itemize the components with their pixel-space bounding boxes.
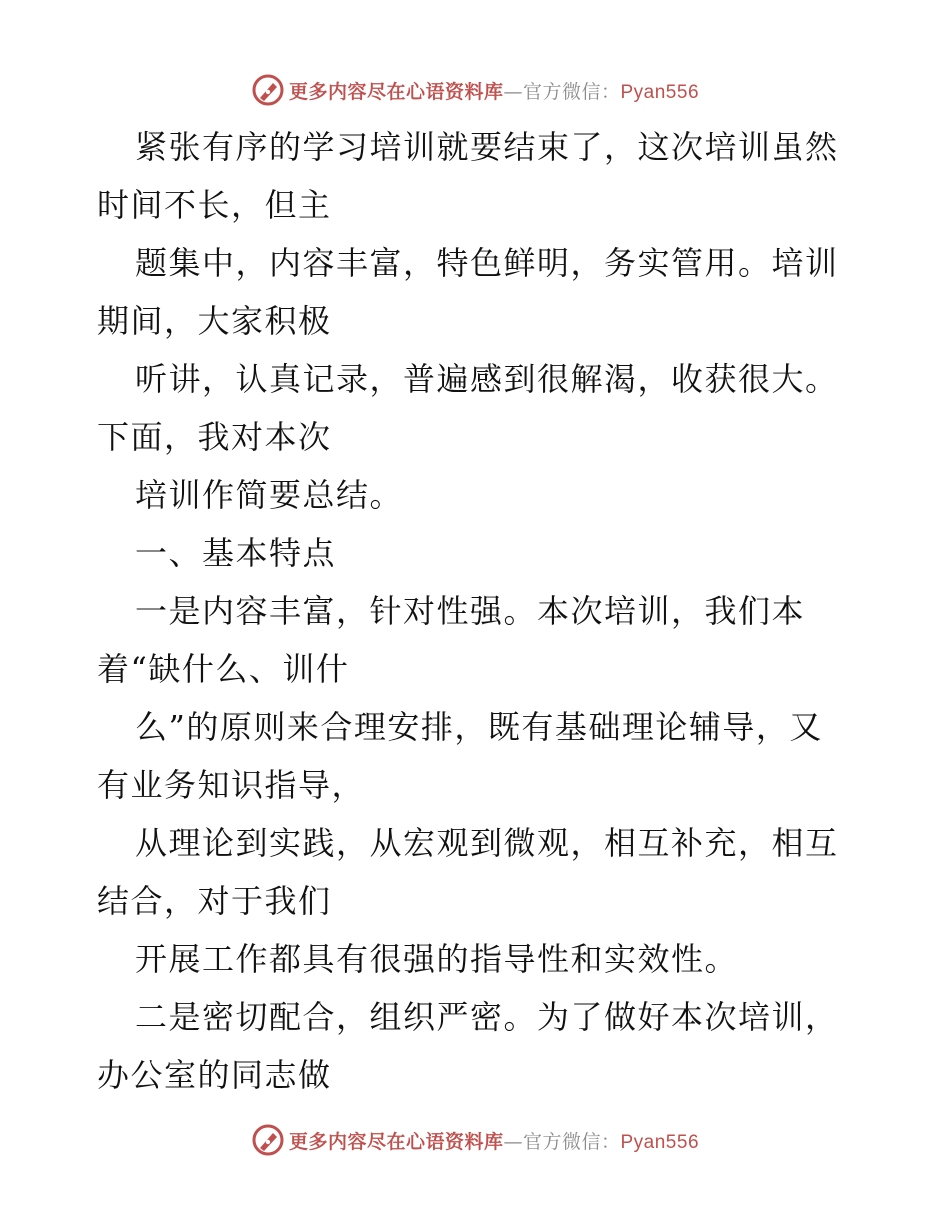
text-line: 紧张有序的学习培训就要结束了，这次培训虽然 [135,128,839,166]
header-dash: — [503,80,523,103]
text-line: 时间不长，但主 [97,186,332,224]
footer-banner [0,1120,950,1160]
text-line: 结合，对于我们 [97,882,332,920]
text-line: 开展工作都具有很强的指导性和实效性。 [135,940,739,978]
document-body [97,118,857,1104]
pen-nib-logo-icon [251,73,285,107]
pen-nib-logo-icon [251,1123,285,1157]
section-heading: 一、基本特点 [135,534,337,572]
text-line: 着“缺什么、训什 [97,650,350,688]
footer-wechat-label: 官方微信： [522,1130,621,1153]
header-text [289,77,699,104]
header-wechat-id: Pyan556 [620,81,700,103]
header-banner [0,70,950,110]
footer-title: 更多内容尽在心语资料库 [288,1130,504,1153]
header-wechat-label: 官方微信： [522,80,621,103]
header-title: 更多内容尽在心语资料库 [288,80,504,103]
footer-text [289,1127,699,1154]
text-line: 从理论到实践，从宏观到微观，相互补充，相互 [135,824,839,862]
text-line: 题集中，内容丰富，特色鲜明，务实管用。培训 [135,244,839,282]
text-line: 听讲，认真记录，普遍感到很解渴，收获很大。 [135,360,839,398]
text-line: 有业务知识指导， [97,766,366,804]
text-line: 培训作简要总结。 [135,476,404,514]
text-line: 期间，大家积极 [97,302,332,340]
footer-wechat-id: Pyan556 [620,1131,700,1153]
text-line: 么”的原则来合理安排，既有基础理论辅导，又 [135,708,823,746]
text-line: 二是密切配合，组织严密。为了做好本次培训， [135,998,839,1036]
text-line: 下面，我对本次 [97,418,332,456]
text-line: 一是内容丰富，针对性强。本次培训，我们本 [135,592,806,630]
text-line: 办公室的同志做 [97,1056,332,1094]
footer-dash: — [503,1130,523,1153]
